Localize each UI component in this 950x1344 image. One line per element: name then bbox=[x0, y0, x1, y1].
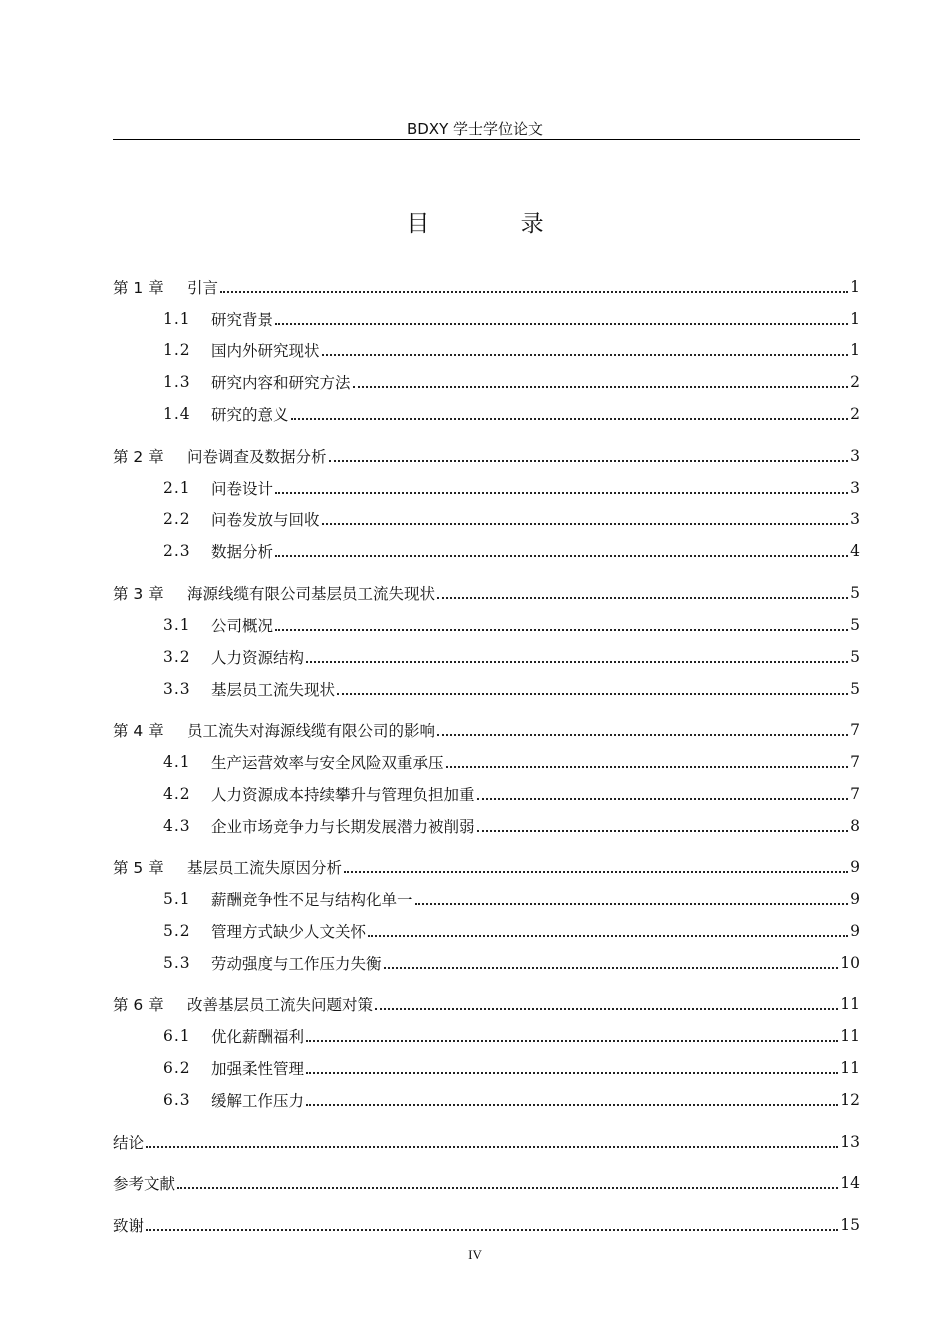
toc-section-entry[interactable] bbox=[113, 401, 860, 427]
toc-entry-label: 薪酬竞争性不足与结构化单一 bbox=[211, 891, 413, 909]
toc-entry-text bbox=[113, 719, 435, 741]
dot-leader bbox=[322, 523, 849, 525]
dot-leader bbox=[375, 1008, 838, 1010]
toc-entry-text bbox=[163, 614, 273, 636]
toc-entry-text bbox=[113, 276, 218, 298]
toc-section-entry[interactable] bbox=[113, 918, 860, 944]
toc-entry-number: 第 2 章 bbox=[113, 448, 164, 466]
toc-entry-text bbox=[113, 582, 435, 604]
toc-entry-number: 4.1 bbox=[163, 753, 191, 771]
toc-entry-text bbox=[163, 646, 304, 668]
toc-entry-number: 1.2 bbox=[163, 341, 191, 359]
toc-section-entry[interactable] bbox=[113, 1055, 860, 1081]
toc-entry-number: 5.1 bbox=[163, 890, 191, 908]
dot-leader bbox=[275, 492, 848, 494]
toc-section-entry[interactable] bbox=[113, 612, 860, 638]
dot-leader bbox=[368, 935, 848, 937]
toc-section-entry[interactable] bbox=[113, 1087, 860, 1113]
toc-entry-label: 人力资源结构 bbox=[211, 649, 305, 667]
toc-entry-number: 第 4 章 bbox=[113, 722, 164, 740]
toc-section-entry[interactable] bbox=[113, 950, 860, 976]
toc-entry-label: 研究背景 bbox=[211, 311, 274, 329]
dot-leader bbox=[220, 291, 848, 293]
toc-entry-label: 问卷设计 bbox=[211, 480, 274, 498]
toc-page-number: 12 bbox=[840, 1091, 860, 1109]
toc-entry-label: 问卷调查及数据分析 bbox=[187, 448, 327, 466]
toc-entry-text bbox=[113, 856, 342, 878]
dot-leader bbox=[477, 798, 849, 800]
dot-leader bbox=[306, 661, 848, 663]
toc-entry-label: 结论 bbox=[113, 1134, 145, 1152]
toc-entry-text bbox=[163, 403, 289, 425]
toc-page-number: 1 bbox=[850, 341, 860, 359]
toc-entry-label: 生产运营效率与安全风险双重承压 bbox=[211, 754, 444, 772]
toc-section-entry[interactable] bbox=[113, 306, 860, 332]
toc-chapter-entry[interactable] bbox=[113, 443, 860, 469]
toc-page-number: 11 bbox=[840, 1027, 860, 1045]
toc-chapter-entry[interactable] bbox=[113, 1212, 860, 1238]
toc-entry-label: 缓解工作压力 bbox=[211, 1092, 305, 1110]
toc-entry-text bbox=[163, 339, 320, 361]
toc-entry-number: 1.3 bbox=[163, 373, 191, 391]
toc-entry-label: 研究内容和研究方法 bbox=[211, 374, 351, 392]
toc-section-entry[interactable] bbox=[113, 369, 860, 395]
toc-entry-text bbox=[113, 993, 373, 1015]
dot-leader bbox=[146, 1229, 838, 1231]
toc-page-number: 9 bbox=[850, 890, 860, 908]
toc-section-entry[interactable] bbox=[113, 475, 860, 501]
toc-entry-number: 3.2 bbox=[163, 648, 191, 666]
toc-entry-text bbox=[163, 1057, 304, 1079]
toc-entry-number: 4.3 bbox=[163, 817, 191, 835]
toc-page-number: 8 bbox=[850, 817, 860, 835]
toc-entry-label: 公司概况 bbox=[211, 617, 274, 635]
toc-page-number: 11 bbox=[840, 995, 860, 1013]
toc-entry-text bbox=[163, 751, 444, 773]
dot-leader bbox=[306, 1040, 838, 1042]
toc-entry-number: 3.1 bbox=[163, 616, 191, 634]
toc-entry-label: 人力资源成本持续攀升与管理负担加重 bbox=[211, 786, 475, 804]
toc-entry-number: 4.2 bbox=[163, 785, 191, 803]
dot-leader bbox=[337, 693, 848, 695]
toc-entry-text bbox=[113, 1214, 144, 1236]
dot-leader bbox=[446, 766, 849, 768]
toc-page-number: 7 bbox=[850, 785, 860, 803]
dot-leader bbox=[275, 323, 848, 325]
toc-entry-label: 参考文献 bbox=[113, 1175, 176, 1193]
toc-entry-label: 致谢 bbox=[113, 1217, 145, 1235]
toc-page-number: 7 bbox=[850, 721, 860, 739]
toc-entry-label: 员工流失对海源线缆有限公司的影响 bbox=[187, 722, 436, 740]
toc-entry-number: 1.4 bbox=[163, 405, 191, 423]
toc-chapter-entry[interactable] bbox=[113, 717, 860, 743]
toc-page-number: 13 bbox=[840, 1133, 860, 1151]
toc-entry-text bbox=[163, 888, 413, 910]
toc-section-entry[interactable] bbox=[113, 749, 860, 775]
dot-leader bbox=[275, 555, 848, 557]
toc-entry-text bbox=[163, 477, 273, 499]
toc-entry-label: 基层员工流失原因分析 bbox=[187, 859, 343, 877]
toc-entry-label: 数据分析 bbox=[211, 543, 274, 561]
toc-page-number: 9 bbox=[850, 858, 860, 876]
toc-page-number: 14 bbox=[840, 1174, 860, 1192]
toc-entry-number: 第 1 章 bbox=[113, 279, 164, 297]
toc-chapter-entry[interactable] bbox=[113, 991, 860, 1017]
toc-entry-number: 2.3 bbox=[163, 542, 191, 560]
toc-entry-number: 1.1 bbox=[163, 310, 191, 328]
toc-entry-label: 问卷发放与回收 bbox=[211, 511, 320, 529]
toc-entry-number: 3.3 bbox=[163, 680, 191, 698]
dot-leader bbox=[437, 597, 848, 599]
toc-chapter-entry[interactable] bbox=[113, 854, 860, 880]
toc-page-number: 10 bbox=[840, 954, 860, 972]
toc-entry-text bbox=[163, 508, 320, 530]
toc-entry-label: 基层员工流失现状 bbox=[211, 681, 336, 699]
toc-section-entry[interactable] bbox=[113, 1023, 860, 1049]
dot-leader bbox=[177, 1187, 838, 1189]
toc-page-number: 5 bbox=[850, 648, 860, 666]
toc-entry-label: 研究的意义 bbox=[211, 406, 289, 424]
dot-leader bbox=[384, 967, 839, 969]
toc-entry-number: 第 3 章 bbox=[113, 585, 164, 603]
toc-entry-number: 第 6 章 bbox=[113, 996, 164, 1014]
toc-section-entry[interactable] bbox=[113, 813, 860, 839]
toc-page-number: 5 bbox=[850, 584, 860, 602]
toc-section-entry[interactable] bbox=[113, 644, 860, 670]
toc-entry-text bbox=[163, 952, 382, 974]
toc-entry-number: 5.2 bbox=[163, 922, 191, 940]
toc-section-entry[interactable] bbox=[113, 886, 860, 912]
toc-section-entry[interactable] bbox=[113, 506, 860, 532]
toc-chapter-entry[interactable] bbox=[113, 1170, 860, 1196]
toc-entry-label: 引言 bbox=[187, 279, 219, 297]
toc-entry-number: 6.3 bbox=[163, 1091, 191, 1109]
toc-page-number: 1 bbox=[850, 310, 860, 328]
toc-entry-text bbox=[163, 1089, 304, 1111]
header-rule bbox=[113, 139, 860, 140]
toc-entry-number: 2.2 bbox=[163, 510, 191, 528]
toc-entry-text bbox=[163, 815, 475, 837]
toc-page-number: 11 bbox=[840, 1059, 860, 1077]
toc-entry-number: 第 5 章 bbox=[113, 859, 164, 877]
toc-entry-text bbox=[113, 445, 327, 467]
dot-leader bbox=[477, 830, 849, 832]
toc-entry-text bbox=[163, 540, 273, 562]
toc-entry-text bbox=[163, 371, 351, 393]
toc-page-number: 3 bbox=[850, 510, 860, 528]
toc-entry-label: 国内外研究现状 bbox=[211, 342, 320, 360]
dot-leader bbox=[291, 418, 849, 420]
dot-leader bbox=[329, 460, 849, 462]
toc-page-number: 2 bbox=[850, 373, 860, 391]
dot-leader bbox=[322, 354, 849, 356]
toc-page-number: 5 bbox=[850, 616, 860, 634]
running-header: BDXY 学士学位论文 bbox=[406, 120, 544, 138]
toc-entry-text bbox=[163, 920, 366, 942]
toc-page-number: 7 bbox=[850, 753, 860, 771]
toc-entry-label: 海源线缆有限公司基层员工流失现状 bbox=[187, 585, 436, 603]
toc-section-entry[interactable] bbox=[113, 538, 860, 564]
dot-leader bbox=[437, 734, 848, 736]
toc-entry-text bbox=[113, 1172, 175, 1194]
toc-entry-text bbox=[163, 783, 475, 805]
footer-page-number: IV bbox=[468, 1247, 482, 1262]
toc-entry-label: 企业市场竞争力与长期发展潜力被削弱 bbox=[211, 818, 475, 836]
toc-entry-number: 2.1 bbox=[163, 479, 191, 497]
toc-section-entry[interactable] bbox=[113, 781, 860, 807]
toc-chapter-entry[interactable] bbox=[113, 580, 860, 606]
toc-entry-number: 6.1 bbox=[163, 1027, 191, 1045]
dot-leader bbox=[415, 903, 849, 905]
toc-entry-label: 改善基层员工流失问题对策 bbox=[187, 996, 374, 1014]
toc-entry-label: 加强柔性管理 bbox=[211, 1060, 305, 1078]
toc-section-entry[interactable] bbox=[113, 676, 860, 702]
toc-page-number: 4 bbox=[850, 542, 860, 560]
toc-page-number: 1 bbox=[850, 278, 860, 296]
toc-page-number: 2 bbox=[850, 405, 860, 423]
toc-entry-number: 5.3 bbox=[163, 954, 191, 972]
toc-entry-text bbox=[163, 1025, 304, 1047]
toc-section-entry[interactable] bbox=[113, 337, 860, 363]
toc-entry-text bbox=[163, 678, 335, 700]
toc-page-number: 9 bbox=[850, 922, 860, 940]
toc-page-number: 15 bbox=[840, 1216, 860, 1234]
toc-page-number: 5 bbox=[850, 680, 860, 698]
toc-entry-text bbox=[113, 1131, 144, 1153]
toc-entry-label: 管理方式缺少人文关怀 bbox=[211, 923, 367, 941]
dot-leader bbox=[353, 386, 849, 388]
toc-entry-label: 优化薪酬福利 bbox=[211, 1028, 305, 1046]
dot-leader bbox=[306, 1072, 838, 1074]
toc-chapter-entry[interactable] bbox=[113, 1129, 860, 1155]
toc-page-number: 3 bbox=[850, 479, 860, 497]
toc-entry-text bbox=[163, 308, 273, 330]
toc-title: 目 录 bbox=[406, 211, 586, 237]
dot-leader bbox=[306, 1104, 838, 1106]
dot-leader bbox=[275, 629, 848, 631]
toc-entry-label: 劳动强度与工作压力失衡 bbox=[211, 955, 382, 973]
toc-chapter-entry[interactable] bbox=[113, 274, 860, 300]
toc-entry-number: 6.2 bbox=[163, 1059, 191, 1077]
dot-leader bbox=[146, 1146, 838, 1148]
toc-page-number: 3 bbox=[850, 447, 860, 465]
dot-leader bbox=[344, 871, 848, 873]
